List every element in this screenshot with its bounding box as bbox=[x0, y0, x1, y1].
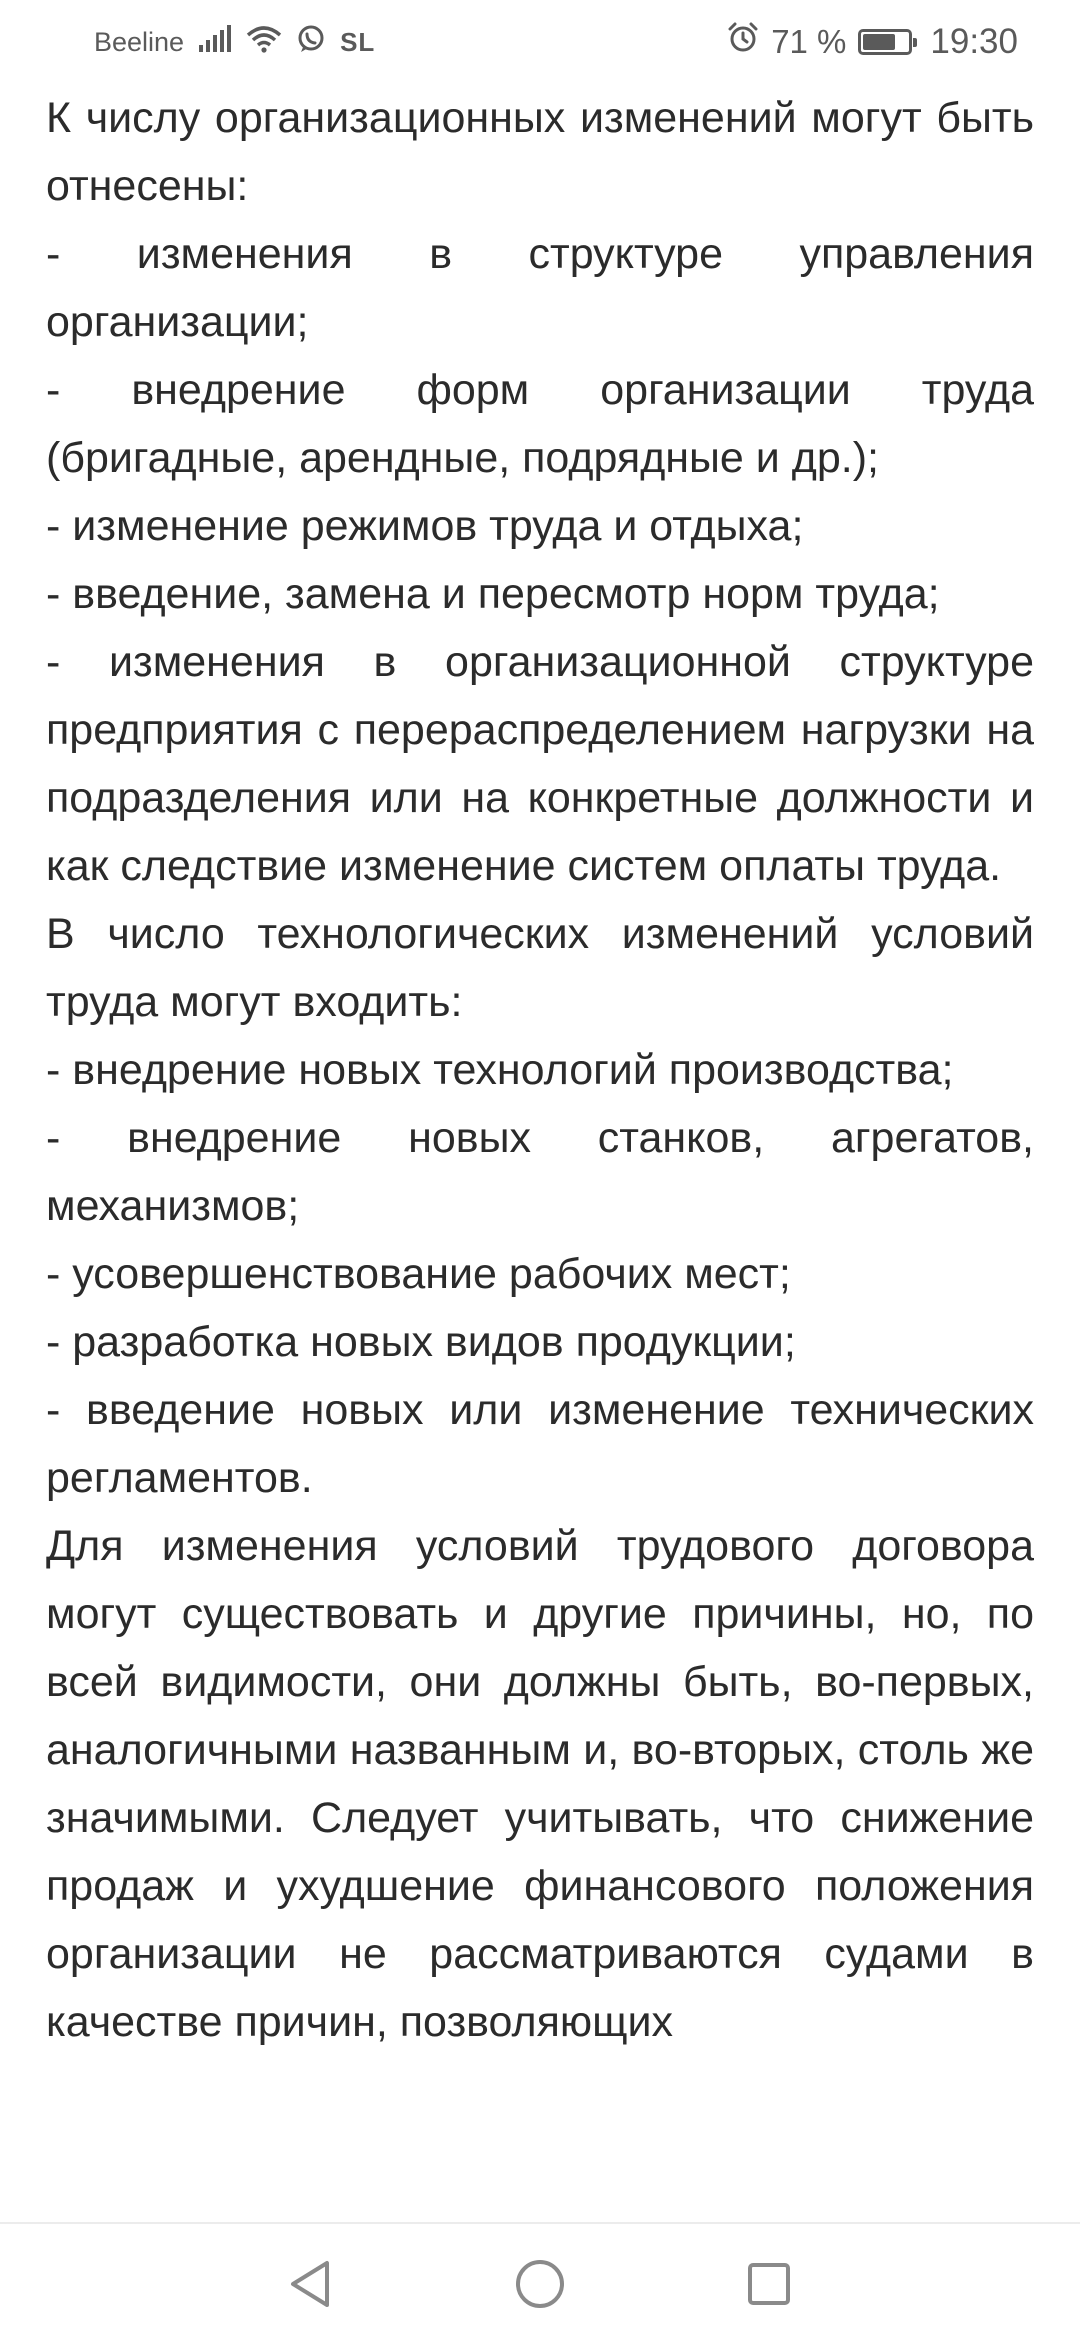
status-bar bbox=[0, 0, 1080, 84]
article-paragraph: Для изменения условий трудового договора могут существовать и другие причины, но, по всей видимости, они должны быть, во-первых, аналогичными названным и, во-вторых, столь же значимыми. Следует учитывать, что снижение продаж и ухудшение финансового положения организации не рассматриваются судами в качестве причин, позволяющих bbox=[46, 1522, 1034, 2046]
signal-icon bbox=[198, 25, 232, 60]
article-content bbox=[46, 84, 1034, 2222]
home-button[interactable] bbox=[512, 2256, 568, 2312]
whatsapp-icon bbox=[296, 24, 326, 61]
article-paragraph: - введение, замена и пересмотр норм труда; bbox=[46, 570, 940, 618]
home-circle-icon bbox=[513, 2257, 567, 2311]
clock-time: 19:30 bbox=[930, 22, 1018, 61]
battery-icon bbox=[858, 29, 912, 55]
article-paragraph: - внедрение новых станков, агрегатов, механизмов; bbox=[46, 1114, 1034, 1230]
article-paragraph: - внедрение форм организации труда (бригадные, арендные, подрядные и др.); bbox=[46, 366, 1034, 482]
article-paragraph: - внедрение новых технологий производства; bbox=[46, 1046, 954, 1094]
status-left bbox=[94, 24, 375, 61]
status-right bbox=[727, 22, 1018, 63]
article-paragraph: - введение новых или изменение технических регламентов. bbox=[46, 1386, 1034, 1502]
back-triangle-icon bbox=[285, 2257, 335, 2311]
battery-percent: 71 % bbox=[771, 23, 847, 60]
article-paragraph: - изменения в структуре управления организации; bbox=[46, 230, 1034, 346]
carrier-name: Beeline bbox=[94, 26, 185, 57]
recent-apps-button[interactable] bbox=[741, 2256, 797, 2312]
article-paragraph: - изменение режимов труда и отдыха; bbox=[46, 502, 804, 550]
article-paragraph: - разработка новых видов продукции; bbox=[46, 1318, 796, 1366]
navigation-bar bbox=[0, 2222, 1080, 2340]
wifi-icon bbox=[246, 25, 282, 60]
article-paragraph: В число технологических изменений условий труда могут входить: bbox=[46, 910, 1034, 1026]
alarm-icon bbox=[727, 22, 759, 63]
article-paragraph: - усовершенствование рабочих мест; bbox=[46, 1250, 791, 1298]
battery-level-fill bbox=[863, 34, 894, 50]
recent-square-icon bbox=[744, 2259, 794, 2309]
article-paragraph: К числу организационных изменений могут быть отнесены: bbox=[46, 94, 1034, 210]
back-button[interactable] bbox=[282, 2256, 338, 2312]
sl-badge: SL bbox=[340, 26, 376, 57]
article-paragraph: - изменения в организационной структуре предприятия с перераспределением нагрузки на подразделения или на конкретные должности и как следствие изменение систем оплаты труда. bbox=[46, 638, 1034, 890]
